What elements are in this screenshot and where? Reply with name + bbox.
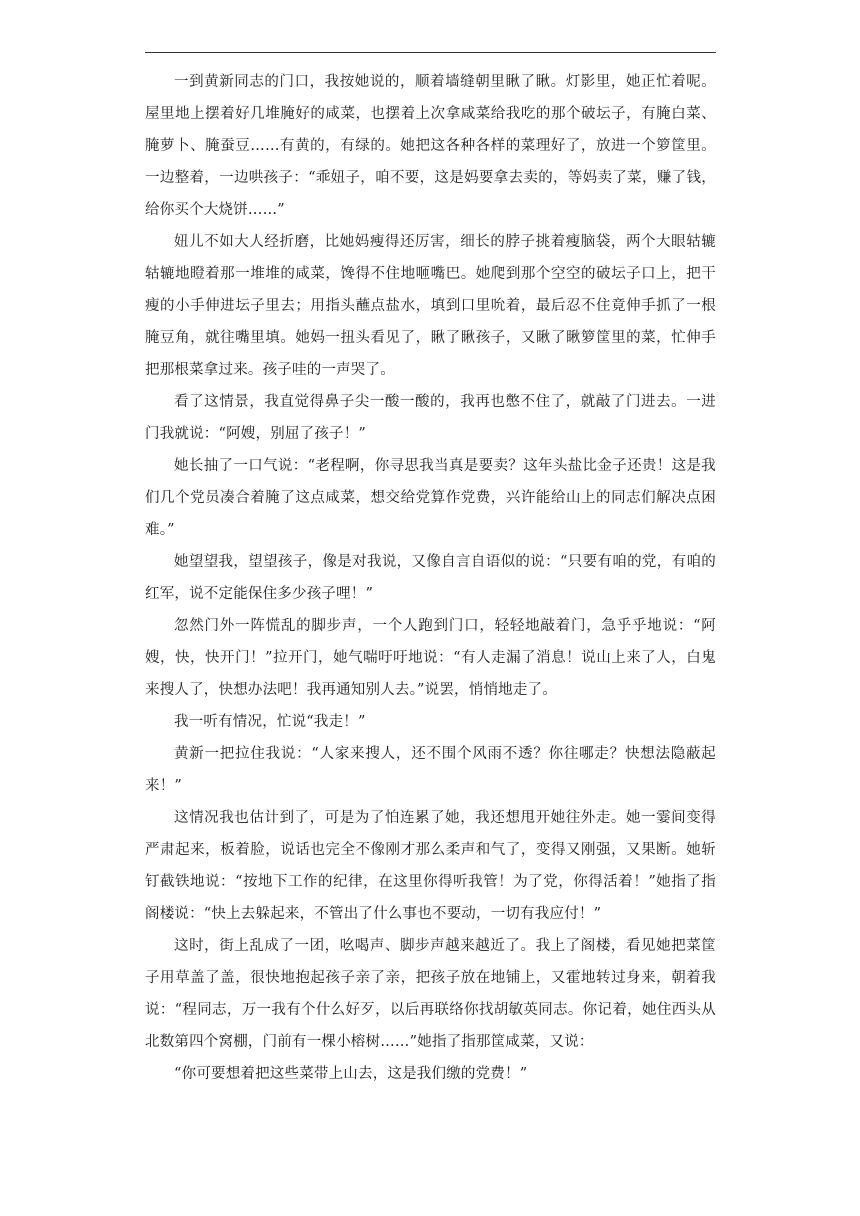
paragraph: 这时，街上乱成了一团，吆喝声、脚步声越来越近了。我上了阁楼，看见她把菜筐子用草盖了盖，很快地抱起孩子亲了亲，把孩子放在地铺上，又霍地转过身来，朝着我说：“程同志，万一我有个什么好歹，以后再联络你找胡敏英同志。你记着，她住西头从北数第四个窝棚，门前有一棵小榕树……”她指了指那筐咸菜，又说： — [145, 938, 716, 1050]
paragraph: 看了这情景，我直觉得鼻子尖一酸一酸的，我再也憋不住了，就敲了门进去。一进门我就说：“阿嫂，别屈了孩子！” — [145, 394, 716, 442]
paragraph: 黄新一把拉住我说：“人家来搜人，还不围个风雨不透？你往哪走？快想法隐蔽起来！” — [145, 746, 716, 794]
paragraph: “你可要想着把这些菜带上山去，这是我们缴的党费！” — [174, 1066, 528, 1082]
paragraph: 一到黄新同志的门口，我按她说的，顺着墙缝朝里瞅了瞅。灯影里，她正忙着呢。屋里地上摆着好几堆腌好的咸菜，也摆着上次拿咸菜给我吃的那个破坛子，有腌白菜、腌萝卜、腌蚕豆……有黄的，有绿的。她把这各种各样的菜理好了，放进一个箩筐里。一边整着，一边哄孩子：“乖妞子，咱不要，这是妈要拿去卖的，等妈卖了菜，赚了钱，给你买个大烧饼……” — [145, 74, 716, 218]
paragraph: 忽然门外一阵慌乱的脚步声，一个人跑到门口，轻轻地敲着门，急乎乎地说：“阿嫂，快，快开门！”拉开门，她气喘吁吁地说：“有人走漏了消息！说山上来了人，白鬼来搜人了，快想办法吧！我再通知别人去。”说罢，悄悄地走了。 — [145, 618, 716, 698]
paragraph: 她望望我，望望孩子，像是对我说，又像自言自语似的说：“只要有咱的党，有咱的红军，说不定能保住多少孩子哩！” — [145, 554, 716, 602]
paragraph: 这情况我也估计到了，可是为了怕连累了她，我还想甩开她往外走。她一霎间变得严肃起来，板着脸，说话也完全不像刚才那么柔声和气了，变得又刚强，又果断。她斩钉截铁地说：“按地下工作的纪律，在这里你得听我管！为了党，你得活着！”她指了指阁楼说：“快上去躲起来，不管出了什么事也不要动，一切有我应付！” — [145, 810, 716, 922]
paragraph: 我一听有情况，忙说“我走！” — [174, 714, 366, 730]
header-rule — [145, 52, 716, 53]
paragraph: 她长抽了一口气说：“老程啊，你寻思我当真是要卖？这年头盐比金子还贵！这是我们几个党员凑合着腌了这点咸菜，想交给党算作党费，兴许能给山上的同志们解决点困难。” — [145, 458, 716, 538]
document-body — [145, 66, 716, 1090]
paragraph: 妞儿不如大人经折磨，比她妈瘦得还厉害，细长的脖子挑着瘦脑袋，两个大眼轱辘轱辘地瞪着那一堆堆的咸菜，馋得不住地咂嘴巴。她爬到那个空空的破坛子口上，把干瘦的小手伸进坛子里去；用指头蘸点盐水，填到口里吮着，最后忍不住竟伸手抓了一根腌豆角，就往嘴里填。她妈一扭头看见了，瞅了瞅孩子，又瞅了瞅箩筐里的菜，忙伸手把那根菜拿过来。孩子哇的一声哭了。 — [145, 234, 716, 378]
